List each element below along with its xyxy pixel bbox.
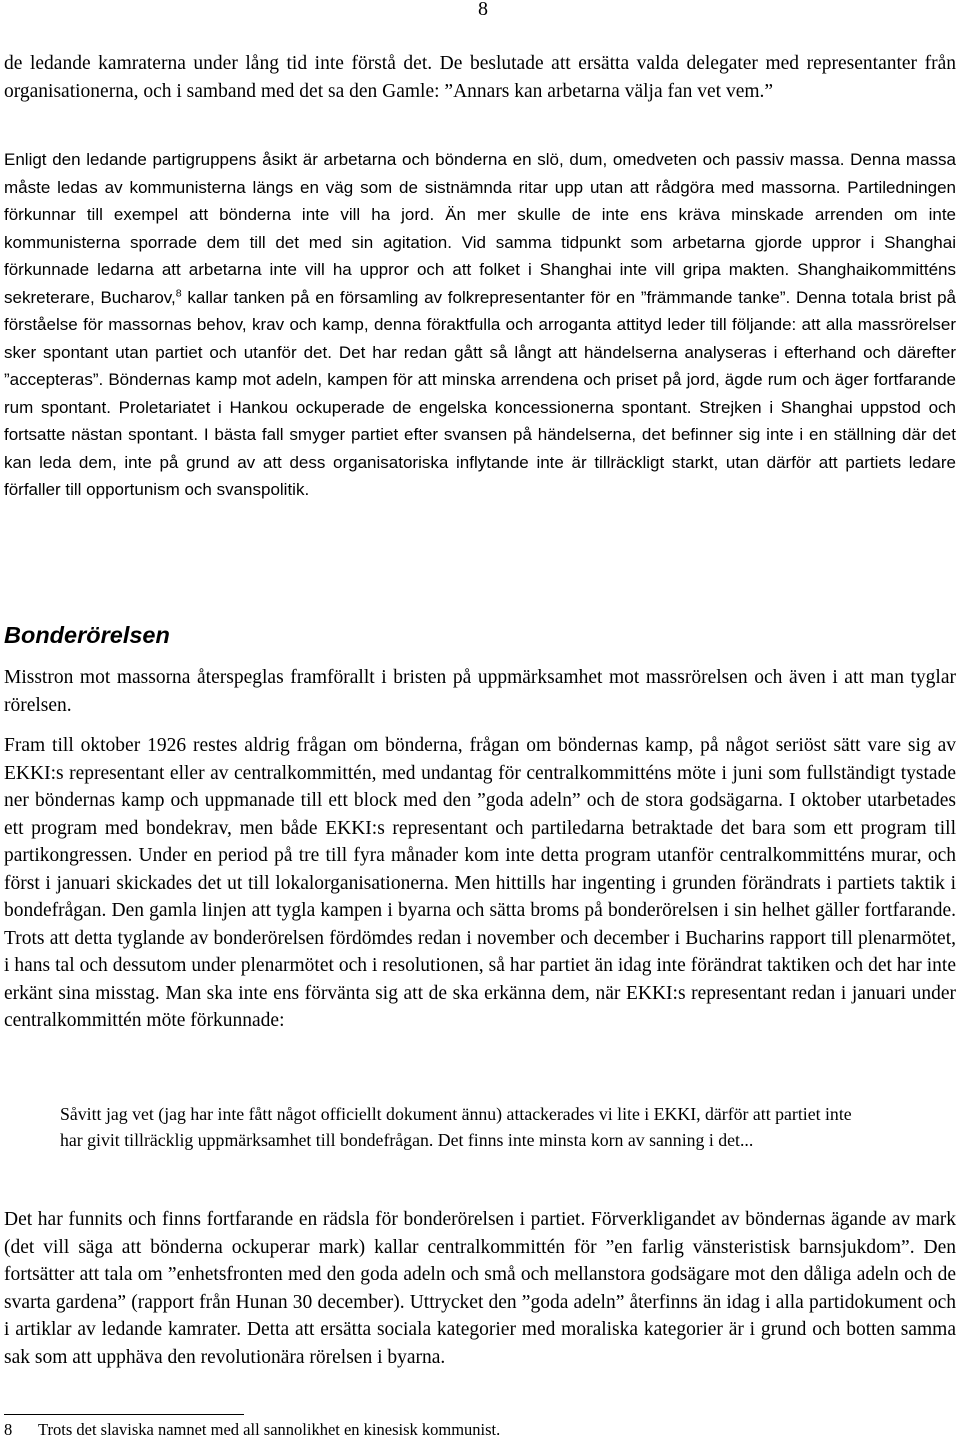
- paragraph-5-container: [4, 1206, 956, 1371]
- footnote: [4, 1420, 500, 1440]
- footnote-number: 8: [4, 1420, 13, 1439]
- block-quote: Såvitt jag vet (jag har inte fått något officiellt dokument ännu) attackerades vi lite i EKKI, därför att partiet inte har givit tillräcklig uppmärksamhet till bondefrågan. Det finns inte minsta korn av sanning i det...: [60, 1104, 852, 1150]
- paragraph-5: Det har funnits och finns fortfarande en rädsla för bonderörelsen i partiet. Förverkligandet av böndernas ägande av mark (det vill säga att bönderna ockuperar mark) kallar centralkommittén för ”en farlig vänsteristisk barnsjukdom”. Den fortsätter att tala om ”enhetsfronten med den goda adeln och små och mellanstora godsägare mot den dåliga adeln och de svarta gardena” (rapport från Hunan 30 december). Uttrycket den ”goda adeln” återfinns än idag i alla partidokument och i artiklar av ledande kamrater. Detta att ersätta sociala kategorier med moraliska kategorier är i grund och botten samma sak som att upphäva den revolutionära rörelsen i byarna.: [4, 1209, 956, 1368]
- paragraph-3: Misstron mot massorna återspeglas framförallt i bristen på uppmärksamhet mot massrörelsen och även i att man tyglar rörelsen.: [4, 667, 956, 716]
- paragraph-2-container: [4, 146, 956, 504]
- page-number: 8: [478, 0, 488, 20]
- paragraph-2: [4, 146, 956, 504]
- footnote-text: Trots det slaviska namnet med all sannolikhet en kinesisk kommunist.: [38, 1420, 501, 1439]
- section-heading: Bonderörelsen: [4, 622, 170, 648]
- paragraph-1-container: [4, 50, 956, 105]
- paragraph-2-part-1: Enligt den ledande partigruppens åsikt är arbetarna och bönderna en slö, dum, omedveten och passiv massa. Denna massa måste ledas av kommunisterna längs en väg som de sistnämnda ritar upp utan att rådgöra med massorna. Partiledningen förkunnar till exempel att bönderna inte vill ha jord. Än mer skulle de inte ens kräva minskade arrenden om inte kommunisterna sporrade dem till det med sin agitation. Vid samma tidpunkt som arbetarna gjorde uppror i Shanghai förkunnade ledarna att arbetarna inte vill ha uppror och att folket i Shanghai inte vill gripa makten. Shanghaikommitténs sekreterare, Bucharov,: [4, 150, 956, 307]
- footnote-divider: [4, 1414, 244, 1415]
- paragraph-4: Fram till oktober 1926 restes aldrig frågan om bönderna, frågan om böndernas kamp, på något seriöst sätt vare sig av EKKI:s representant eller av centralkommittén, med undantag för centralkommitténs möte i juni som fullständigt tystade ner böndernas kamp och uppmanade till ett block med den ”goda adeln” och de stora godsägarna. I oktober utarbetades ett program med bondekrav, men både EKKI:s representant och partiledarna betraktade det bara som ett program till partikongressen. Under en period på tre till fyra månader kom inte detta program utanför centralkommitténs murar, och först i januari skickades det ut till lokalorganisationerna. Men hittills har ingenting i grunden förändrats i partiets taktik i bondefrågan. Den gamla linjen att tygla kampen i byarna och sätta broms på bonderörelsen i sin helhet gäller fortfarande. Trots att detta tyglande av bonderörelsen fördömdes redan i november och december i Bucharins rapport till plenarmötet, i hans tal och dessutom under plenarmötet och i resolutionen, så har partiet än idag inte förändrat taktiken och det har inte erkänt sina misstag. Man ska inte ens förvänta sig att de ska erkänna dem, när EKKI:s representant redan i januari under centralkommittén möte förkunnade:: [4, 735, 956, 1031]
- footnote-reference[interactable]: 8: [175, 286, 182, 299]
- paragraph-1: de ledande kamraterna under lång tid inte förstå det. De beslutade att ersätta valda delegater med representanter från organisationerna, och i samband med det sa den Gamle: ”Annars kan arbetarna välja fan vet vem.”: [4, 53, 956, 102]
- paragraph-4-container: [4, 732, 956, 1035]
- paragraph-2-part-2: kallar tanken på en församling av folkrepresentanter för en ”främmande tanke”. Denna totala brist på förståelse för massornas behov, krav och kamp, denna föraktfulla och arroganta attityd leder till följande: att alla massrörelser sker spontant utan partiet och utanför det. Det har redan gått så långt att händelserna analyseras i efterhand och därefter ”accepteras”. Böndernas kamp mot adeln, kampen för att minska arrendena och priset på jord, ägde rum och äger fortfarande rum spontant. Proletariatet i Hankou ockuperade de engelska koncessionerna spontant. Strejken i Shanghai uppstod och fortsatte nästan spontant. I bästa fall smyger partiet efter svansen på händelserna, det befinner sig inte i en ställning där det kan leda dem, inte på grund av att dess organisatoriska inflytande inte är tillräckligt starkt, utan därför att partiets ledare förfaller till opportunism och svanspolitik.: [4, 287, 956, 499]
- paragraph-3-container: [4, 664, 956, 719]
